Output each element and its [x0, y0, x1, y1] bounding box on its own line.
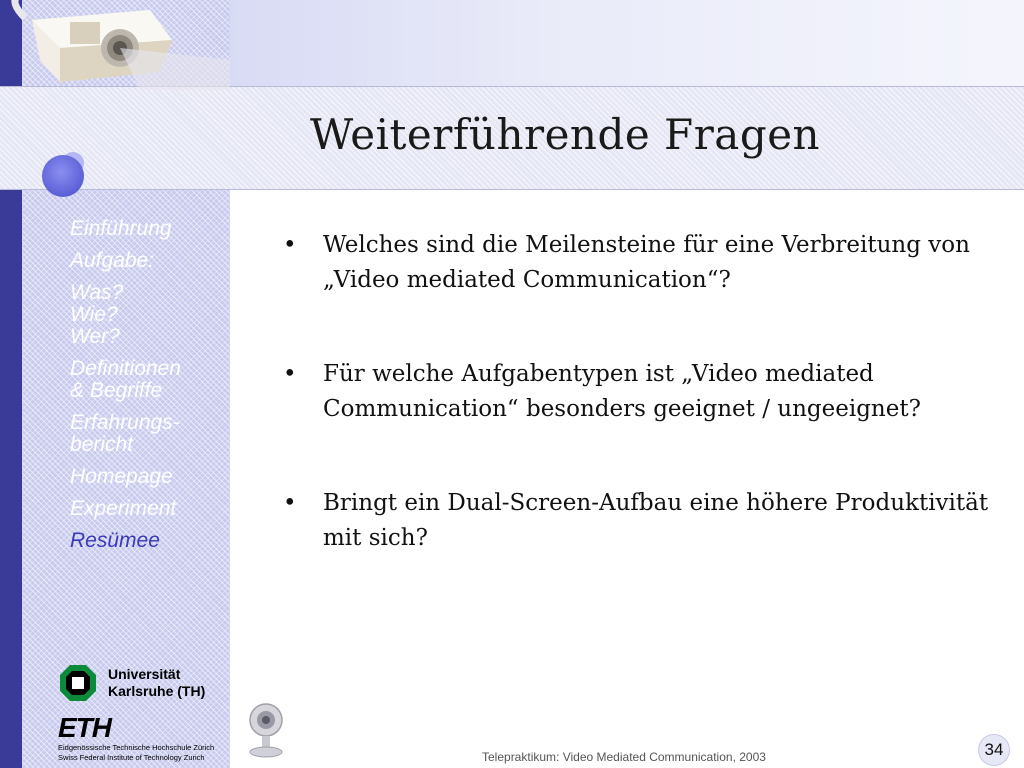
eth-name-de: Eidgenössische Technische Hochschule Zürich [58, 743, 215, 752]
decor-circle-large [42, 155, 84, 197]
nav-item-erfahrungsbericht[interactable]: Erfahrungs- bericht [70, 411, 180, 456]
university-line2: Karlsruhe (TH) [108, 683, 206, 699]
nav-item-was-wie-wer[interactable]: Was? Wie? Wer? [70, 281, 124, 348]
top-banner [230, 0, 1024, 86]
university-logo-icon [60, 665, 96, 701]
nav-item-resuemee[interactable]: Resümee [70, 529, 160, 552]
bullet-item: • Für welche Aufgabentypen ist „Video mediated Communication“ besonders geeignet / ungeeignet? [283, 357, 993, 427]
nav-item-definitionen[interactable]: Definitionen & Begriffe [70, 357, 181, 402]
eth-name-en: Swiss Federal Institute of Technology Zurich [58, 753, 205, 762]
projector-icon [0, 0, 230, 90]
bullet-item: • Welches sind die Meilensteine für eine Verbreitung von „Video mediated Communication“? [283, 228, 993, 298]
slide-title: Weiterführende Fragen [310, 110, 821, 159]
bullet-item: • Bringt ein Dual-Screen-Aufbau eine höhere Produktivität mit sich? [283, 486, 993, 556]
bullet-list [283, 228, 993, 615]
eth-logo: ETH [58, 712, 111, 743]
page-number: 34 [978, 734, 1010, 766]
nav-item-aufgabe[interactable]: Aufgabe: [70, 249, 155, 272]
nav-item-homepage[interactable]: Homepage [70, 465, 173, 488]
nav-item-experiment[interactable]: Experiment [70, 497, 177, 520]
footer-text: Telepraktikum: Video Mediated Communication, 2003 [482, 750, 766, 764]
nav-item-einfuehrung[interactable]: Einführung [70, 217, 172, 240]
university-line1: Universität [108, 666, 181, 682]
section-nav [70, 218, 230, 562]
webcam-icon [244, 700, 288, 760]
university-name [108, 666, 205, 700]
